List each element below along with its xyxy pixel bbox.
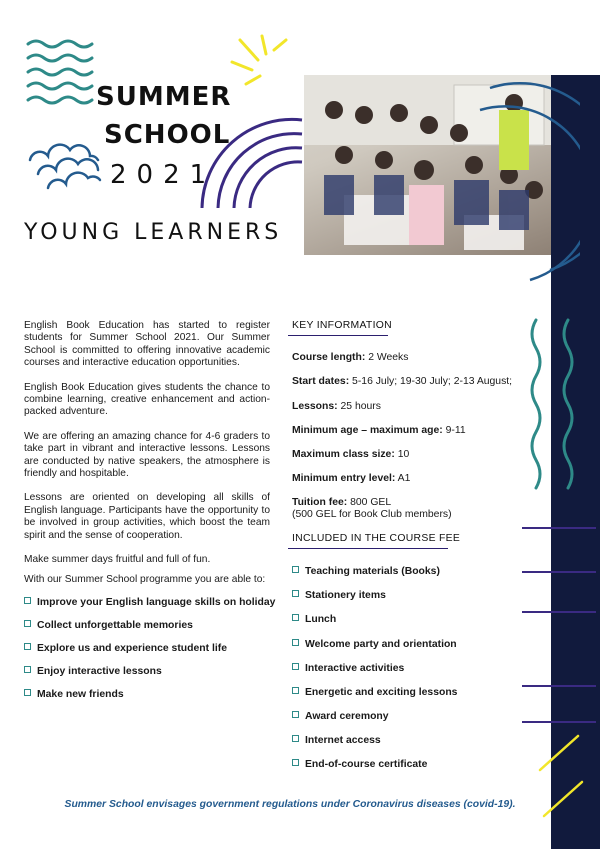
included-item: Energetic and exciting lessons bbox=[292, 687, 457, 698]
intro-paragraph-2: English Book Education gives students the chance to combine learning, creative enhancement and action-packed adventure. bbox=[24, 381, 270, 418]
included-item: Internet access bbox=[292, 735, 381, 746]
square-bullet-icon bbox=[292, 566, 299, 573]
square-bullet-icon bbox=[292, 759, 299, 766]
included-item: Lunch bbox=[292, 614, 336, 625]
sunburst-decoration bbox=[226, 32, 306, 112]
purple-lines-decoration bbox=[518, 520, 600, 620]
key-info-underline bbox=[288, 335, 388, 336]
square-bullet-icon bbox=[292, 590, 299, 597]
included-item: Welcome party and orientation bbox=[292, 639, 457, 650]
covid-note: Summer School envisages government regulations under Coronavirus diseases (covid-19). bbox=[64, 799, 516, 810]
lessons: Lessons: 25 hours bbox=[292, 401, 381, 412]
intro-text bbox=[24, 320, 270, 579]
intro-paragraph-5: Make summer days fruitful and full of fun. bbox=[24, 554, 211, 566]
square-bullet-icon bbox=[24, 666, 31, 673]
title-school: SCHOOL bbox=[104, 120, 231, 150]
intro-paragraph-3: We are offering an amazing chance for 4-6 graders to take part in vibrant and interactive lessons. Lessons are conducted by native speakers, the atmosphere is friendly and hospitable. bbox=[24, 430, 270, 480]
class-size: Maximum class size: 10 bbox=[292, 449, 410, 460]
subtitle: YOUNG LEARNERS bbox=[24, 220, 283, 245]
benefit-item: Improve your English language skills on holiday bbox=[24, 597, 275, 608]
square-bullet-icon bbox=[292, 687, 299, 694]
wave-decoration bbox=[24, 36, 104, 108]
square-bullet-icon bbox=[292, 711, 299, 718]
benefit-item: Make new friends bbox=[24, 689, 124, 700]
cloud-decoration bbox=[24, 122, 104, 202]
course-length: Course length: 2 Weeks bbox=[292, 352, 409, 363]
intro-paragraph-1: English Book Education has started to register students for Summer School 2021. Our Summer School is committed to offering innovative academic courses and interactive education opportunities. bbox=[24, 320, 270, 369]
tuition-fee-note: (500 GEL for Book Club members) bbox=[292, 509, 452, 520]
benefit-item: Explore us and experience student life bbox=[24, 643, 227, 654]
square-bullet-icon bbox=[24, 689, 31, 696]
intro-paragraph-4: Lessons are oriented on developing all skills of English language. Participants have the opportunity to be involved in group activities, which boost the team spirit and the sense of cooperation. bbox=[24, 492, 270, 541]
benefit-item: Collect unforgettable memories bbox=[24, 620, 193, 631]
included-item: Award ceremony bbox=[292, 711, 389, 722]
benefit-item: Enjoy interactive lessons bbox=[24, 666, 162, 677]
benefits-lead: With our Summer School programme you are able to: bbox=[24, 574, 266, 585]
teal-vertical-waves bbox=[524, 316, 584, 496]
title-year: 2021 bbox=[110, 160, 217, 190]
included-item: End-of-course certificate bbox=[292, 759, 427, 770]
included-heading: INCLUDED IN THE COURSE FEE bbox=[292, 533, 461, 544]
square-bullet-icon bbox=[24, 597, 31, 604]
age-range: Minimum age – maximum age: 9-11 bbox=[292, 425, 466, 436]
square-bullet-icon bbox=[292, 639, 299, 646]
title-summer: SUMMER bbox=[96, 82, 232, 112]
entry-level: Minimum entry level: A1 bbox=[292, 473, 411, 484]
included-underline bbox=[288, 548, 448, 549]
square-bullet-icon bbox=[24, 643, 31, 650]
key-info-heading: KEY INFORMATION bbox=[292, 320, 392, 331]
tuition-fee: Tuition fee: 800 GEL bbox=[292, 497, 392, 508]
included-item: Stationery items bbox=[292, 590, 386, 601]
square-bullet-icon bbox=[24, 620, 31, 627]
square-bullet-icon bbox=[292, 735, 299, 742]
start-dates: Start dates: 5-16 July; 19-30 July; 2-13 August; bbox=[292, 376, 513, 387]
square-bullet-icon bbox=[292, 614, 299, 621]
purple-lines-lower-decoration bbox=[518, 680, 600, 730]
blue-arcs-decoration bbox=[470, 80, 580, 290]
square-bullet-icon bbox=[292, 663, 299, 670]
included-item: Teaching materials (Books) bbox=[292, 566, 440, 577]
included-item: Interactive activities bbox=[292, 663, 404, 674]
